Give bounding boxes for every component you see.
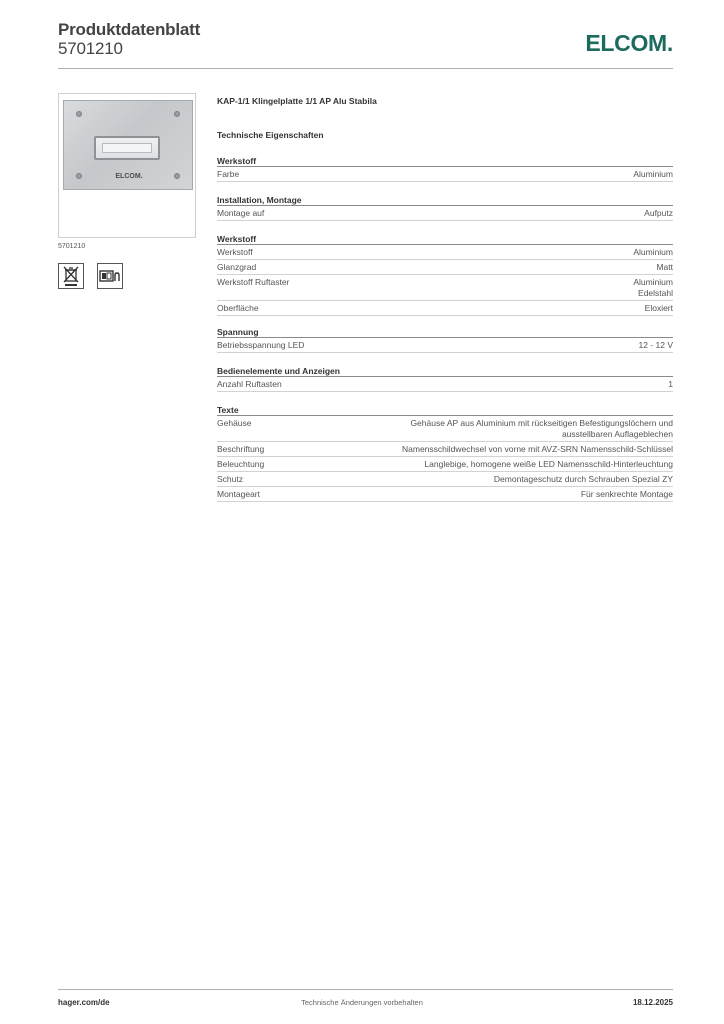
spec-value: Aluminium xyxy=(633,246,673,257)
spec-value: Aufputz xyxy=(644,207,673,218)
spec-value-line: Edelstahl xyxy=(638,287,673,298)
spec-label: Werkstoff xyxy=(217,246,253,257)
spec-row xyxy=(217,377,673,392)
spec-label: Betriebsspannung LED xyxy=(217,339,305,350)
spec-group-heading: Werkstoff xyxy=(217,233,673,245)
spec-row xyxy=(217,167,673,182)
spec-group-bedienelemente xyxy=(217,365,673,392)
spec-label: Montageart xyxy=(217,488,260,499)
spec-row xyxy=(217,416,673,442)
spec-value: Namensschildwechsel von vorne mit AVZ-SRN Namensschild-Schlüssel xyxy=(402,443,673,454)
spec-value: Aluminium xyxy=(633,168,673,179)
spec-label: Gehäuse xyxy=(217,417,252,428)
spec-group-texte xyxy=(217,404,673,502)
spec-value: Matt xyxy=(656,261,673,272)
spec-row xyxy=(217,457,673,472)
header-divider xyxy=(58,68,673,69)
spec-value: Eloxiert xyxy=(644,302,673,313)
spec-group-heading: Werkstoff xyxy=(217,155,673,167)
spec-value: Demontageschutz durch Schrauben Spezial ZY xyxy=(493,473,673,484)
spec-value-line: ausstellbaren Auflageblechen xyxy=(561,428,673,439)
brand-logo: ELCOM. xyxy=(585,30,673,56)
screw-icon xyxy=(174,111,180,117)
image-caption: 5701210 xyxy=(58,243,86,250)
spec-row xyxy=(217,206,673,221)
spec-label: Werkstoff Ruftaster xyxy=(217,276,290,287)
spec-group-heading: Installation, Montage xyxy=(217,194,673,206)
spec-label: Farbe xyxy=(217,168,240,179)
footer-divider xyxy=(58,989,673,990)
spec-value-line: Aluminium xyxy=(633,276,673,287)
spec-label: Schutz xyxy=(217,473,243,484)
spec-value-line: Gehäuse AP aus Aluminium mit rückseitigen Befestigungslöchern und xyxy=(410,417,673,428)
product-image xyxy=(58,93,196,238)
spec-label: Glanzgrad xyxy=(217,261,257,272)
spec-row xyxy=(217,275,673,301)
footer-notice: Technische Änderungen vorbehalten xyxy=(301,998,423,1007)
spec-row xyxy=(217,487,673,502)
spec-group-heading: Texte xyxy=(217,404,673,416)
product-title: KAP-1/1 Klingelplatte 1/1 AP Alu Stabila xyxy=(217,96,377,106)
spec-row xyxy=(217,245,673,260)
weee-crossed-bin-icon xyxy=(58,263,84,289)
spec-row xyxy=(217,260,673,275)
spec-group-heading: Bedienelemente und Anzeigen xyxy=(217,365,673,377)
spec-label: Beschriftung xyxy=(217,443,265,454)
spec-value: 1 xyxy=(668,378,673,389)
electronic-device-icon xyxy=(97,263,123,289)
spec-group-werkstoff-detail xyxy=(217,233,673,316)
spec-label: Anzahl Ruftasten xyxy=(217,378,282,389)
spec-value: Für senkrechte Montage xyxy=(580,488,673,499)
document-title: Produktdatenblatt xyxy=(58,20,201,39)
screw-icon xyxy=(76,111,82,117)
spec-group-heading: Spannung xyxy=(217,326,673,338)
spec-value xyxy=(357,418,673,440)
spec-value: 12 - 12 V xyxy=(638,339,673,350)
spec-group-werkstoff xyxy=(217,155,673,182)
spec-label: Oberfläche xyxy=(217,302,259,313)
spec-group-spannung xyxy=(217,326,673,353)
footer-website: hager.com/de xyxy=(58,998,110,1007)
name-plate-window xyxy=(94,136,160,160)
footer-date: 18.12.2025 xyxy=(632,998,673,1007)
spec-row xyxy=(217,338,673,353)
spec-row xyxy=(217,472,673,487)
spec-group-installation xyxy=(217,194,673,221)
spec-label: Montage auf xyxy=(217,207,265,218)
spec-row xyxy=(217,301,673,316)
spec-value: Langlebige, homogene weiße LED Namensschild-Hinterleuchtung xyxy=(424,458,673,469)
spec-row xyxy=(217,442,673,457)
name-plate-insert xyxy=(102,143,152,153)
plate-logo: ELCOM. xyxy=(115,173,143,180)
spec-value xyxy=(357,277,673,299)
article-number: 5701210 xyxy=(58,39,123,58)
spec-label: Beleuchtung xyxy=(217,458,265,469)
doorbell-plate-illustration xyxy=(63,100,193,190)
section-title: Technische Eigenschaften xyxy=(217,130,324,140)
